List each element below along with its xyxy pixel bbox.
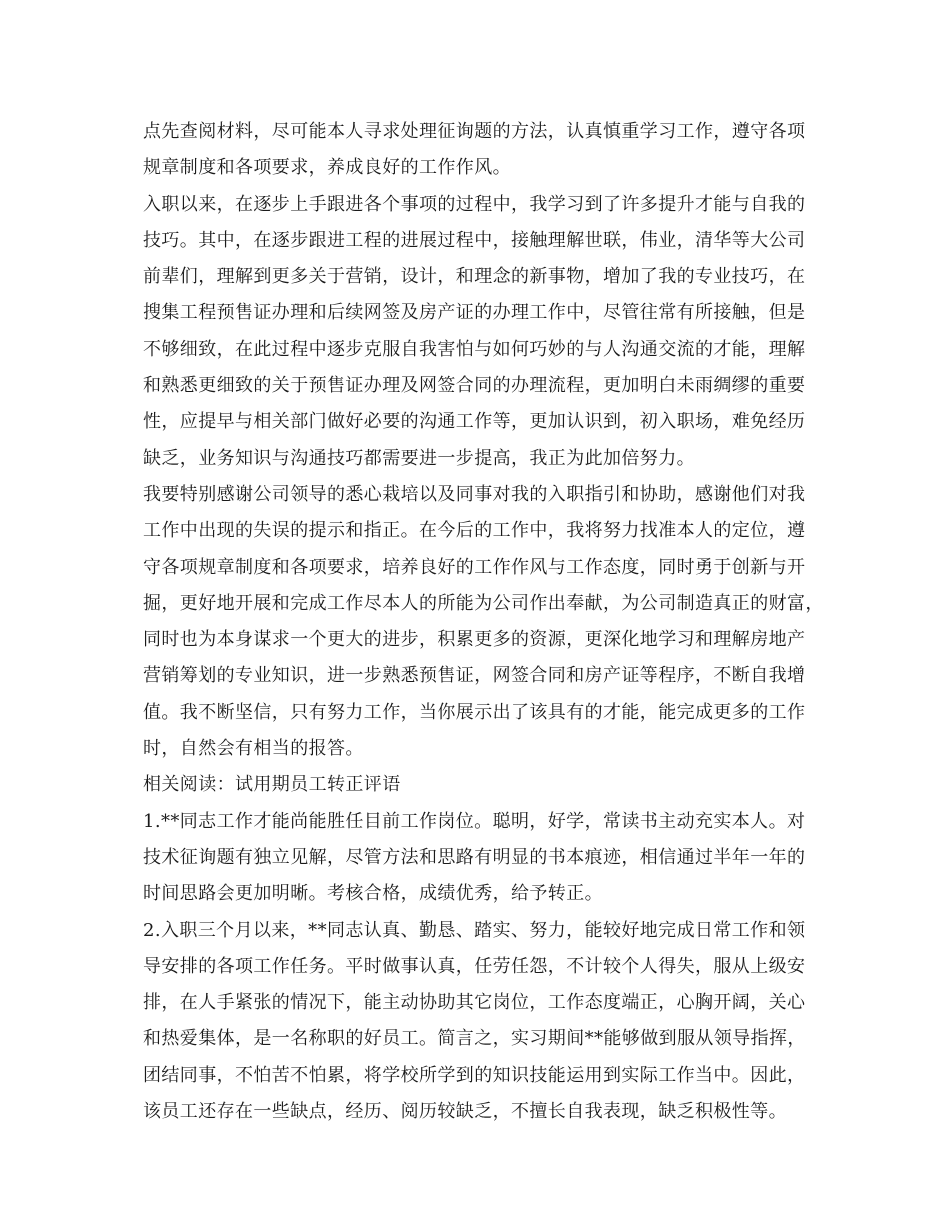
text-line: 导安排的各项工作任务。平时做事认真，任劳任怨，不计较个人得失，服从上级安 xyxy=(143,955,806,977)
section-heading: 相关阅读：试用期员工转正评语 xyxy=(143,774,401,796)
text-line: 规章制度和各项要求，养成良好的工作作风。 xyxy=(143,157,511,179)
document-body xyxy=(143,114,823,1130)
text-line: 团结同事，不怕苦不怕累，将学校所学到的知识技能运用到实际工作当中。因此， xyxy=(143,1064,806,1086)
text-line: 点先查阅材料，尽可能本人寻求处理征询题的方法，认真慎重学习工作，遵守各项 xyxy=(143,121,806,142)
text-line: 该员工还存在一些缺点，经历、阅历较缺乏，不擅长自我表现，缺乏积极性等。 xyxy=(143,1101,787,1123)
text-line: 时，自然会有相当的报答。 xyxy=(143,738,364,760)
text-line: 同时也为本身谋求一个更大的进步，积累更多的资源，更深化地学习和理解房地产 xyxy=(143,629,806,651)
text-line: 和熟悉更细致的关于预售证办理及网签合同的办理流程，更加明白未雨绸缪的重要 xyxy=(143,375,806,397)
text-line: 时间思路会更加明晰。考核合格，成绩优秀，给予转正。 xyxy=(143,883,603,905)
text-line: 性，应提早与相关部门做好必要的沟通工作等，更加认识到，初入职场，难免经历 xyxy=(143,411,806,433)
text-line: 排，在人手紧张的情况下，能主动协助其它岗位，工作态度端正，心胸开阔，关心 xyxy=(143,992,806,1014)
text-line: 我要特别感谢公司领导的悉心栽培以及同事对我的入职指引和协助，感谢他们对我 xyxy=(143,483,806,505)
text-line: 掘，更好地开展和完成工作尽本人的所能为公司作出奉献，为公司制造真正的财富， xyxy=(143,592,824,614)
text-line: 技术征询题有独立见解，尽管方法和思路有明显的书本痕迹，相信通过半年一年的 xyxy=(143,846,806,868)
text-line: 和热爱集体，是一名称职的好员工。简言之，实习期间**能够做到服从领导指挥， xyxy=(143,1028,806,1050)
text-line: 2.入职三个月以来，**同志认真、勤恳、踏实、努力，能较好地完成日常工作和领 xyxy=(143,919,806,941)
text-line: 缺乏，业务知识与沟通技巧都需要进一步提高，我正为此加倍努力。 xyxy=(143,447,695,469)
text-line: 搜集工程预售证办理和后续网签及房产证的办理工作中，尽管往常有所接触，但是 xyxy=(143,302,806,324)
text-line: 值。我不断坚信，只有努力工作，当你展示出了该具有的才能，能完成更多的工作 xyxy=(143,701,806,723)
text-line: 工作中出现的失误的提示和指正。在今后的工作中，我将努力找准本人的定位，遵 xyxy=(143,520,806,542)
text-line: 入职以来，在逐步上手跟进各个事项的过程中，我学习到了许多提升才能与自我的 xyxy=(143,193,806,215)
text-line: 技巧。其中，在逐步跟进工程的进展过程中，接触理解世联，伟业，清华等大公司 xyxy=(143,229,806,251)
text-line: 不够细致，在此过程中逐步克服自我害怕与如何巧妙的与人沟通交流的才能，理解 xyxy=(143,338,806,360)
text-line: 1.**同志工作才能尚能胜任目前工作岗位。聪明，好学，常读书主动充实本人。对 xyxy=(143,810,806,832)
text-line: 营销筹划的专业知识，进一步熟悉预售证，网签合同和房产证等程序，不断自我增 xyxy=(143,665,806,687)
text-line: 守各项规章制度和各项要求，培养良好的工作作风与工作态度，同时勇于创新与开 xyxy=(143,556,806,578)
text-line: 前辈们，理解到更多关于营销，设计，和理念的新事物，增加了我的专业技巧，在 xyxy=(143,266,806,288)
